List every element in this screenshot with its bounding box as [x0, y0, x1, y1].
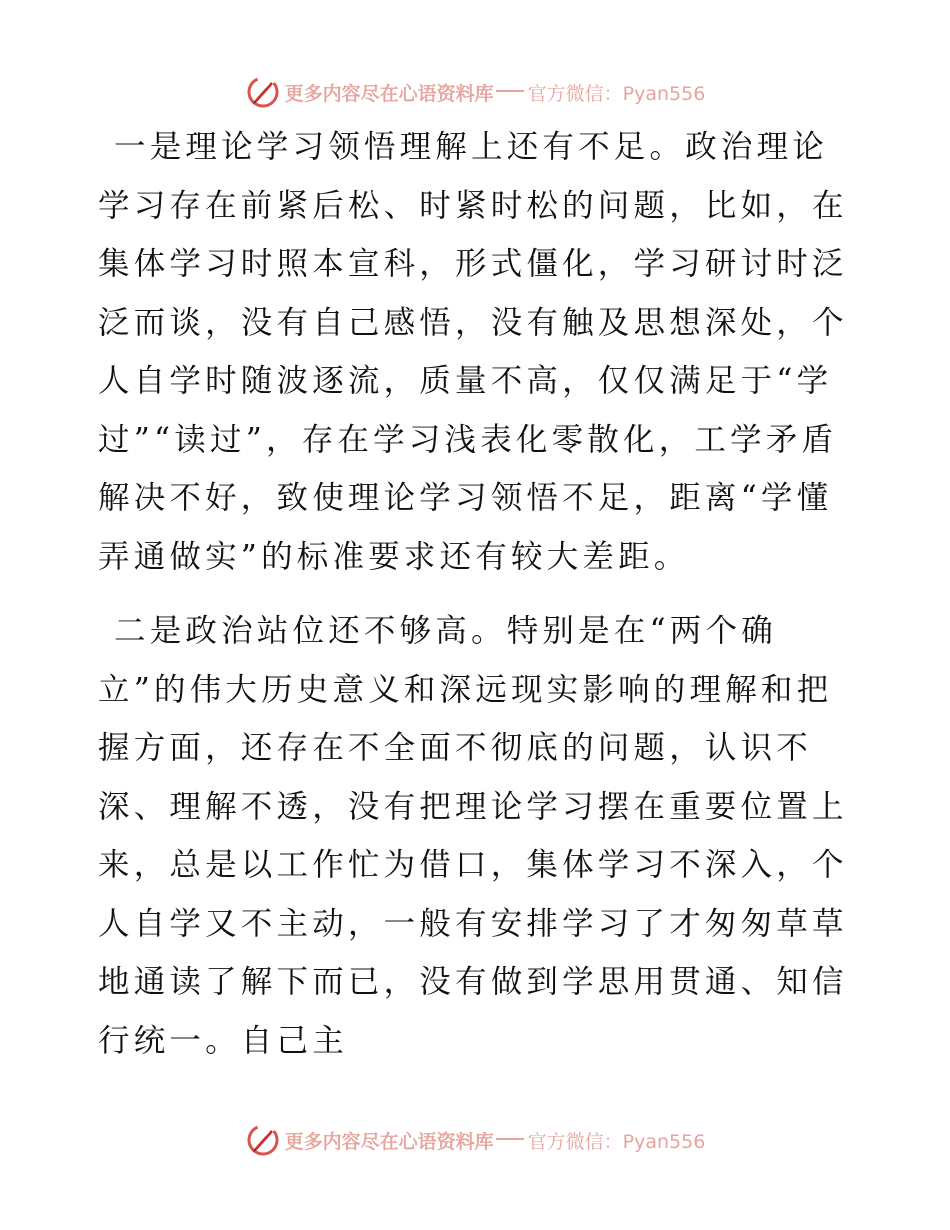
watermark-dash [496, 90, 524, 92]
quill-in-circle-icon [245, 74, 281, 110]
quill-in-circle-icon [245, 1122, 281, 1158]
watermark-promo-text: 更多内容尽在心语资料库 [284, 82, 494, 105]
paragraph-political-stance: 二是政治站位还不够高。特别是在“两个确立”的伟大历史意义和深远现实影响的理解和把握方面，还存在不全面不彻底的问题，认识不深、理解不透，没有把理论学习摆在重要位置上来，总是以工作忙为借口，集体学习不深入，个人自学又不主动，一般有安排学习了才匆匆草草地通读了解下而已，没有做到学思用贯通、知信行统一。自己主 [98, 613, 848, 1059]
watermark-dash [496, 1138, 524, 1140]
paragraph-theory-study: 一是理论学习领悟理解上还有不足。政治理论学习存在前紧后松、时紧时松的问题，比如，在集体学习时照本宣科，形式僵化，学习研讨时泛泛而谈，没有自己感悟，没有触及思想深处，个人自学时随波逐流，质量不高，仅仅满足于“学过”“读过”，存在学习浅表化零散化，工学矛盾解决不好，致使理论学习领悟不足，距离“学懂弄通做实”的标准要求还有较大差距。 [98, 129, 848, 575]
footer-watermark-banner [0, 1120, 950, 1160]
watermark-official-account: 官方微信：Pyan556 [527, 1130, 706, 1153]
header-watermark-banner [0, 72, 950, 112]
document-body [98, 118, 858, 1070]
watermark-promo-text: 更多内容尽在心语资料库 [284, 1130, 494, 1153]
watermark-official-account: 官方微信：Pyan556 [527, 82, 706, 105]
